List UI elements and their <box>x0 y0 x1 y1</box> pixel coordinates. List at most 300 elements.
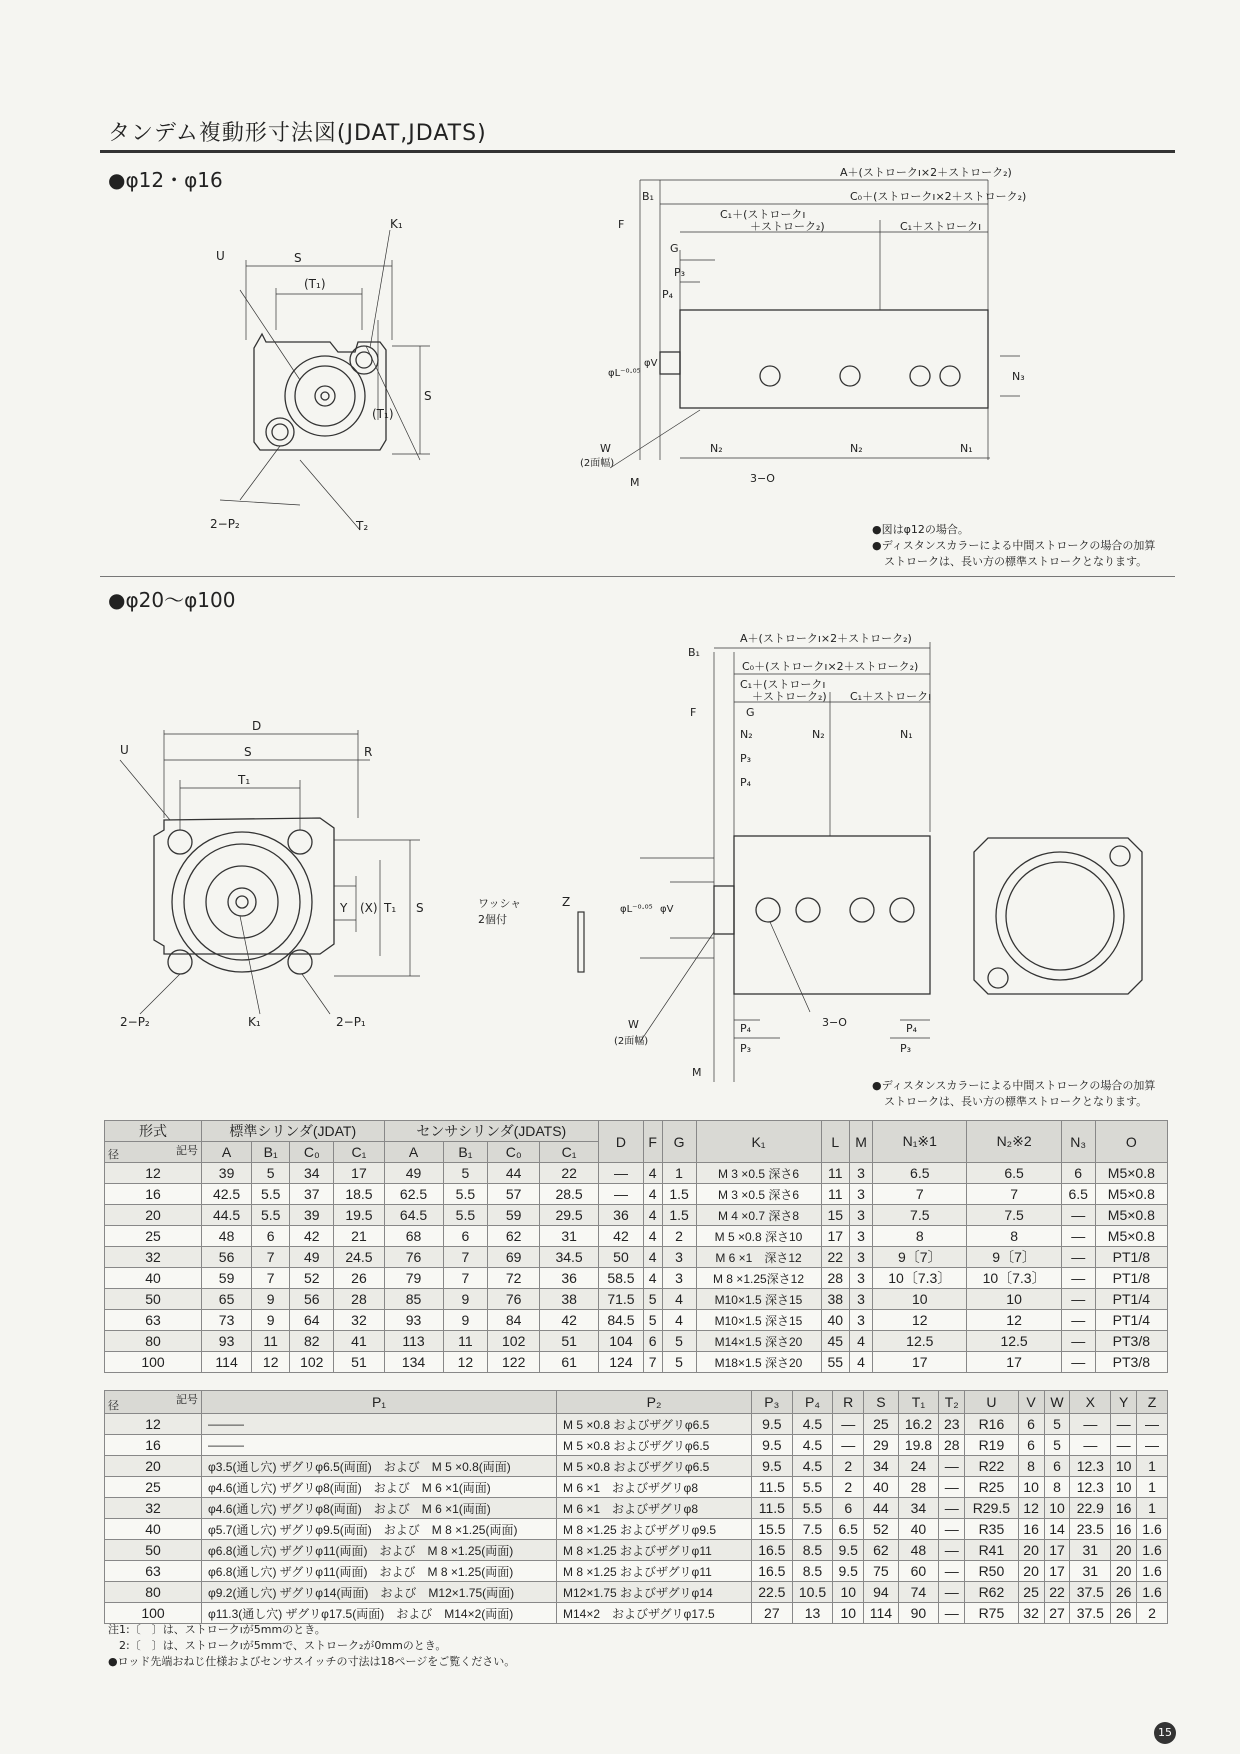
dim-N2a: N₂ <box>710 442 723 455</box>
dim-C1a: C₁＋(ストロークı <box>720 208 806 221</box>
table-cell: — <box>1111 1435 1137 1456</box>
t1-header-N2: N₂※2 <box>967 1121 1061 1163</box>
dim-A-large: A＋(ストロークı×2＋ストローク₂) <box>740 632 912 645</box>
dim-Y: Y <box>340 901 348 915</box>
table-cell: 71.5 <box>599 1289 644 1310</box>
table-cell: M 8 ×1.25深さ12 <box>696 1268 821 1289</box>
table-cell: 6 <box>1018 1435 1044 1456</box>
table-cell: 76 <box>384 1247 443 1268</box>
dim-T1-vert: T₁ <box>384 901 397 915</box>
front-view-small <box>180 217 480 550</box>
rear-view-large <box>968 834 1148 1004</box>
dim-M-large: M <box>692 1066 702 1079</box>
table-cell: 104 <box>599 1331 644 1352</box>
table-cell: 22 <box>540 1163 599 1184</box>
table-cell: 14 <box>1044 1519 1070 1540</box>
table-cell: 134 <box>384 1352 443 1373</box>
washer-label <box>478 896 521 928</box>
table-cell: R62 <box>965 1582 1018 1603</box>
t2-header-V: V <box>1018 1391 1044 1414</box>
table-cell: 5 <box>643 1310 662 1331</box>
table-cell: 2 <box>833 1477 864 1498</box>
table-cell: 9 <box>252 1310 290 1331</box>
table-cell: 34 <box>290 1163 334 1184</box>
table-cell: — <box>1137 1435 1168 1456</box>
table-cell: 20 <box>1111 1561 1137 1582</box>
table-cell: M14×1.5 深さ20 <box>696 1331 821 1352</box>
table-cell: 32 <box>334 1310 384 1331</box>
table-cell: 28 <box>334 1289 384 1310</box>
table-cell: M10×1.5 深さ15 <box>696 1289 821 1310</box>
table-cell: PT1/8 <box>1095 1268 1167 1289</box>
table-cell: — <box>939 1582 965 1603</box>
table-cell: 62.5 <box>384 1184 443 1205</box>
table-cell: 3 <box>850 1310 873 1331</box>
table-cell: φ3.5(通し穴) ザグリφ6.5(両面) および M 5 ×0.8(両面) <box>202 1456 557 1477</box>
table-cell: 1 <box>1137 1456 1168 1477</box>
section2-note-2: ストロークは、長い方の標準ストロークとなります。 <box>884 1095 1148 1108</box>
dim-S2: S <box>244 745 252 759</box>
table-cell: 29.5 <box>540 1205 599 1226</box>
t2-corner <box>105 1391 202 1414</box>
dim-W2-large: (2面幅) <box>614 1036 649 1047</box>
table-cell: 40 <box>821 1310 850 1331</box>
dim-F-large: F <box>690 706 697 719</box>
table-cell: 12.3 <box>1070 1456 1111 1477</box>
table-cell: PT1/4 <box>1095 1310 1167 1331</box>
dim-B1-large: B₁ <box>688 646 700 659</box>
washer-label-2: 2個付 <box>478 913 507 926</box>
table-cell: R35 <box>965 1519 1018 1540</box>
dim-G: G <box>670 242 679 255</box>
table-cell: 5 <box>252 1163 290 1184</box>
table-cell: — <box>1061 1205 1095 1226</box>
t1-corner-bore: 径 <box>108 1149 119 1161</box>
table-cell: M 8 ×1.25 およびザグリφ9.5 <box>557 1519 752 1540</box>
table-row <box>105 1289 1168 1310</box>
table-cell: — <box>1061 1310 1095 1331</box>
dim-N2-top-b: N₂ <box>812 728 825 741</box>
table-cell: 6 <box>1044 1456 1070 1477</box>
dim-C0-large: C₀＋(ストロークı×2＋ストローク₂) <box>742 660 919 673</box>
dim-P3-bot-a: P₃ <box>740 1042 752 1055</box>
table-cell: 24.5 <box>334 1247 384 1268</box>
table-cell: 7 <box>443 1268 488 1289</box>
table-cell: 4 <box>662 1289 696 1310</box>
table-cell: 40 <box>898 1519 939 1540</box>
table-cell: 114 <box>202 1352 252 1373</box>
dim-2P1: 2−P₁ <box>336 1015 366 1029</box>
section1-note-2: ●ディスタンスカラーによる中間ストロークの場合の加算 <box>872 539 1156 552</box>
table-cell: 4 <box>643 1247 662 1268</box>
table-cell: φ9.2(通し穴) ザグリφ14(両面) および M12×1.75(両面) <box>202 1582 557 1603</box>
table-cell: 22 <box>821 1247 850 1268</box>
table-row <box>105 1310 1168 1331</box>
table-cell: M 8 ×1.25 およびザグリφ11 <box>557 1540 752 1561</box>
t1-header-A: A <box>202 1142 252 1163</box>
dim-N2b: N₂ <box>850 442 863 455</box>
table-cell: 10 <box>1111 1477 1137 1498</box>
table-row <box>105 1163 1168 1184</box>
table-cell: 4 <box>643 1184 662 1205</box>
table-cell: 5.5 <box>252 1205 290 1226</box>
table-cell: 3 <box>662 1268 696 1289</box>
table-cell: — <box>939 1561 965 1582</box>
table-cell: 16 <box>1111 1498 1137 1519</box>
table-cell: 23 <box>939 1414 965 1435</box>
dim-T1p: (T₁) <box>304 277 326 291</box>
table-cell: M 3 ×0.5 深さ6 <box>696 1184 821 1205</box>
t1-header-D: D <box>599 1121 644 1163</box>
table-cell: — <box>1061 1268 1095 1289</box>
table-cell: 3 <box>662 1247 696 1268</box>
table-cell: — <box>833 1414 864 1435</box>
table-cell: 9.5 <box>752 1435 793 1456</box>
t2-header-W: W <box>1044 1391 1070 1414</box>
table-cell: 27 <box>1044 1603 1070 1624</box>
t2-header-Z: Z <box>1137 1391 1168 1414</box>
bore-cell: 50 <box>105 1540 202 1561</box>
table-cell: 8 <box>967 1226 1061 1247</box>
table-cell: 56 <box>290 1289 334 1310</box>
dim-C1b: ＋ストローク₂) <box>750 220 825 233</box>
t1-header-C1: C₁ <box>334 1142 384 1163</box>
t2-header-Y: Y <box>1111 1391 1137 1414</box>
dim-C0: C₀＋(ストロークı×2＋ストローク₂) <box>850 190 1027 203</box>
table-cell: 26 <box>1111 1603 1137 1624</box>
table-cell: 5.5 <box>252 1184 290 1205</box>
table-cell: 42 <box>290 1226 334 1247</box>
table-cell: 7 <box>443 1247 488 1268</box>
table-cell: 7.5 <box>792 1519 833 1540</box>
table-cell: 6.5 <box>833 1519 864 1540</box>
table-cell: 34 <box>864 1456 898 1477</box>
table-cell: 15 <box>821 1205 850 1226</box>
table-cell: — <box>939 1519 965 1540</box>
table-cell: 2 <box>1137 1603 1168 1624</box>
table-cell: 44 <box>864 1498 898 1519</box>
dim-W2: (2面幅) <box>580 458 615 469</box>
table-cell: 52 <box>290 1268 334 1289</box>
t2-header-S: S <box>864 1391 898 1414</box>
dim-T1p-vert: (T₁) <box>372 407 394 421</box>
table-cell: 38 <box>540 1289 599 1310</box>
dim-P4-bot-a: P₄ <box>740 1022 752 1035</box>
t2-header-X: X <box>1070 1391 1111 1414</box>
table-cell: M 5 ×0.8 深さ10 <box>696 1226 821 1247</box>
table-cell: 17 <box>873 1352 967 1373</box>
table-cell: 42.5 <box>202 1184 252 1205</box>
table-cell: — <box>939 1540 965 1561</box>
table-cell: 49 <box>384 1163 443 1184</box>
table-cell: 7 <box>252 1268 290 1289</box>
table-cell: φ4.6(通し穴) ザグリφ8(両面) および M 6 ×1(両面) <box>202 1498 557 1519</box>
table-cell: 4 <box>662 1310 696 1331</box>
dim-P3: P₃ <box>674 266 686 279</box>
table-cell: — <box>599 1184 644 1205</box>
dim-C1c-large: C₁＋ストロークı <box>850 690 932 703</box>
t1-header-C1-sensor: C₁ <box>540 1142 599 1163</box>
section1-note-1: ●図はφ12の場合。 <box>872 523 969 536</box>
table-cell: 28 <box>821 1268 850 1289</box>
table-cell: 57 <box>488 1184 540 1205</box>
table-cell: 1.6 <box>1137 1540 1168 1561</box>
small-body-outline <box>254 334 386 450</box>
dim-N2-top-a: N₂ <box>740 728 753 741</box>
dim-K1-large: K₁ <box>248 1015 261 1029</box>
table-cell: 6 <box>833 1498 864 1519</box>
table-cell: 9.5 <box>833 1561 864 1582</box>
table-cell: 25 <box>864 1414 898 1435</box>
dim-3O-large: 3−O <box>822 1016 847 1029</box>
bore-cell: 32 <box>105 1498 202 1519</box>
dim-V: φV <box>644 358 658 369</box>
dim-U: U <box>216 249 225 263</box>
table-cell: 40 <box>864 1477 898 1498</box>
table-cell: 68 <box>384 1226 443 1247</box>
table-cell: — <box>1061 1226 1095 1247</box>
table-cell: — <box>1070 1435 1111 1456</box>
table-row <box>105 1414 1168 1435</box>
table-cell: 5 <box>1044 1414 1070 1435</box>
t2-header-P2: P₂ <box>557 1391 752 1414</box>
table-cell: 25 <box>1018 1582 1044 1603</box>
table-cell: R75 <box>965 1603 1018 1624</box>
t1-header-O: O <box>1095 1121 1167 1163</box>
table-cell: 5 <box>643 1289 662 1310</box>
table-cell: 12 <box>873 1310 967 1331</box>
table-cell: 69 <box>488 1247 540 1268</box>
table-cell: 113 <box>384 1331 443 1352</box>
spec-table-1 <box>104 1120 1168 1373</box>
table-cell: 11 <box>252 1331 290 1352</box>
table-cell: M18×1.5 深さ20 <box>696 1352 821 1373</box>
table-cell: 7 <box>252 1247 290 1268</box>
table-cell: 3 <box>850 1184 873 1205</box>
table-cell: 4 <box>850 1331 873 1352</box>
table-cell: 11 <box>443 1331 488 1352</box>
table-cell: 5 <box>662 1352 696 1373</box>
table-cell: 90 <box>898 1603 939 1624</box>
bore-cell: 32 <box>105 1247 202 1268</box>
table-cell: 4.5 <box>792 1456 833 1477</box>
table-cell: 1 <box>1137 1477 1168 1498</box>
table-cell: 9.5 <box>752 1456 793 1477</box>
table-cell: 94 <box>864 1582 898 1603</box>
table-cell: 31 <box>1070 1561 1111 1582</box>
table-cell: — <box>939 1603 965 1624</box>
table-cell: PT1/8 <box>1095 1247 1167 1268</box>
t1-header-F: F <box>643 1121 662 1163</box>
table-cell: — <box>1061 1352 1095 1373</box>
table-cell: ——— <box>202 1435 557 1456</box>
table-cell: 1.6 <box>1137 1561 1168 1582</box>
table-cell: 3 <box>850 1268 873 1289</box>
table-cell: — <box>1137 1414 1168 1435</box>
spec-table-2 <box>104 1390 1168 1624</box>
t1-header-B1: B₁ <box>252 1142 290 1163</box>
table-cell: 26 <box>1111 1582 1137 1603</box>
title-rule <box>100 150 1175 153</box>
table-cell: 72 <box>488 1268 540 1289</box>
table-cell: 9.5 <box>752 1414 793 1435</box>
bore-cell: 25 <box>105 1477 202 1498</box>
table-cell: 10 <box>1111 1456 1137 1477</box>
table-cell: 17 <box>1044 1540 1070 1561</box>
table-cell: 24 <box>898 1456 939 1477</box>
table-cell: — <box>1061 1247 1095 1268</box>
t2-header-U: U <box>965 1391 1018 1414</box>
table-row <box>105 1331 1168 1352</box>
t1-header-C0: C₀ <box>290 1142 334 1163</box>
t1-corner-sub <box>105 1142 202 1163</box>
dim-3O: 3−O <box>750 472 775 485</box>
table-row <box>105 1184 1168 1205</box>
table-row <box>105 1603 1168 1624</box>
table-cell: 18.5 <box>334 1184 384 1205</box>
table-cell: 17 <box>1044 1561 1070 1582</box>
dim-2P2-large: 2−P₂ <box>120 1015 150 1029</box>
table-cell: 32 <box>1018 1603 1044 1624</box>
table-cell: 1.6 <box>1137 1519 1168 1540</box>
table-cell: 102 <box>290 1352 334 1373</box>
table-cell: R22 <box>965 1456 1018 1477</box>
table-cell: 6 <box>1018 1414 1044 1435</box>
table-cell: 7.5 <box>967 1205 1061 1226</box>
table-cell: — <box>599 1163 644 1184</box>
table-cell: 64 <box>290 1310 334 1331</box>
t2-header-T2: T₂ <box>939 1391 965 1414</box>
table-cell: 12 <box>443 1352 488 1373</box>
table-cell: 19.8 <box>898 1435 939 1456</box>
dim-C1b-large: ＋ストローク₂) <box>752 690 827 703</box>
table-cell: 3 <box>850 1205 873 1226</box>
t1-corner-top: 形式 <box>105 1121 202 1142</box>
table-cell: 20 <box>1018 1540 1044 1561</box>
table-cell: 6 <box>252 1226 290 1247</box>
bore-cell: 20 <box>105 1456 202 1477</box>
table-cell: 61 <box>540 1352 599 1373</box>
table-cell: 29 <box>864 1435 898 1456</box>
table-cell: 22 <box>1044 1582 1070 1603</box>
table-cell: 20 <box>1018 1561 1044 1582</box>
washer-label-1: ワッシャ <box>478 897 522 910</box>
table-cell: 93 <box>384 1310 443 1331</box>
table-cell: 84.5 <box>599 1310 644 1331</box>
table-row <box>105 1226 1168 1247</box>
table-cell: 73 <box>202 1310 252 1331</box>
table-cell: 51 <box>334 1352 384 1373</box>
t2-corner-bore: 径 <box>108 1400 119 1412</box>
side-view-large <box>600 612 960 1092</box>
footnote-3: ●ロッド先端おねじ仕様およびセンサスイッチの寸法は18ページをご覧ください。 <box>108 1655 516 1668</box>
table-cell: PT1/4 <box>1095 1289 1167 1310</box>
table-cell: 8 <box>873 1226 967 1247</box>
t1-header-G: G <box>662 1121 696 1163</box>
table-cell: 41 <box>334 1331 384 1352</box>
bore-cell: 63 <box>105 1310 202 1331</box>
table-cell: 9 <box>443 1289 488 1310</box>
table-cell: 1 <box>662 1163 696 1184</box>
table-cell: 20 <box>1111 1540 1137 1561</box>
table-cell: 124 <box>599 1352 644 1373</box>
dim-X: (X) <box>360 901 378 915</box>
table-cell: 11.5 <box>752 1498 793 1519</box>
table-cell: 8.5 <box>792 1540 833 1561</box>
table-cell: 10 <box>833 1603 864 1624</box>
table-cell: — <box>939 1456 965 1477</box>
front-view-large <box>120 720 480 1040</box>
table-cell: 48 <box>202 1226 252 1247</box>
table-cell: 64.5 <box>384 1205 443 1226</box>
dim-D: D <box>252 719 262 733</box>
t2-header-P1: P₁ <box>202 1391 557 1414</box>
table-cell: 31 <box>1070 1540 1111 1561</box>
dim-A: A＋(ストロークı×2＋ストローク₂) <box>840 166 1012 179</box>
footnote-2: 2:〔 〕は、ストロークıが5mmで、ストローク₂が0mmのとき。 <box>108 1639 447 1652</box>
dim-S-vert: S <box>424 389 432 403</box>
table-cell: 4 <box>643 1226 662 1247</box>
t1-header-B1-sensor: B₁ <box>443 1142 488 1163</box>
table-cell: 102 <box>488 1331 540 1352</box>
dim-G-large: G <box>746 706 755 719</box>
table-cell: 10〔7.3〕 <box>873 1268 967 1289</box>
table-cell: 1.6 <box>1137 1582 1168 1603</box>
bore-cell: 20 <box>105 1205 202 1226</box>
table-cell: — <box>1061 1289 1095 1310</box>
table-cell: 55 <box>821 1352 850 1373</box>
table-cell: R41 <box>965 1540 1018 1561</box>
bore-cell: 16 <box>105 1435 202 1456</box>
bore-cell: 12 <box>105 1163 202 1184</box>
table-cell: — <box>1070 1414 1111 1435</box>
dim-T2: T₂ <box>356 519 369 533</box>
table-cell: 48 <box>898 1540 939 1561</box>
t2-body <box>105 1414 1168 1624</box>
table-cell: 1.5 <box>662 1184 696 1205</box>
table-cell: 75 <box>864 1561 898 1582</box>
table-cell: 62 <box>488 1226 540 1247</box>
table-cell: 52 <box>864 1519 898 1540</box>
table-cell: — <box>939 1477 965 1498</box>
t1-group-sen: センサシリンダ(JDATS) <box>384 1121 599 1142</box>
table-cell: 12 <box>1018 1498 1044 1519</box>
table-cell: 85 <box>384 1289 443 1310</box>
t2-header-T1: T₁ <box>898 1391 939 1414</box>
table-cell: 16.5 <box>752 1561 793 1582</box>
dim-N1-top: N₁ <box>900 728 913 741</box>
table-cell: M 3 ×0.5 深さ6 <box>696 1163 821 1184</box>
table-cell: 23.5 <box>1070 1519 1111 1540</box>
table-cell: 10〔7.3〕 <box>967 1268 1061 1289</box>
t1-group-std: 標準シリンダ(JDAT) <box>202 1121 385 1142</box>
dim-B1: B₁ <box>642 190 654 203</box>
table-cell: 2 <box>662 1226 696 1247</box>
table-cell: M10×1.5 深さ15 <box>696 1310 821 1331</box>
dim-K1: K₁ <box>390 217 403 231</box>
table-cell: 10.5 <box>792 1582 833 1603</box>
table-cell: 39 <box>290 1205 334 1226</box>
dim-S: S <box>294 251 302 265</box>
table-cell: 5 <box>662 1331 696 1352</box>
table-row <box>105 1498 1168 1519</box>
bore-cell: 40 <box>105 1519 202 1540</box>
side-view-small <box>580 160 1060 530</box>
table-cell: 34.5 <box>540 1247 599 1268</box>
table-cell: 9〔7〕 <box>967 1247 1061 1268</box>
table-cell: 4 <box>643 1163 662 1184</box>
table-cell: PT3/8 <box>1095 1331 1167 1352</box>
